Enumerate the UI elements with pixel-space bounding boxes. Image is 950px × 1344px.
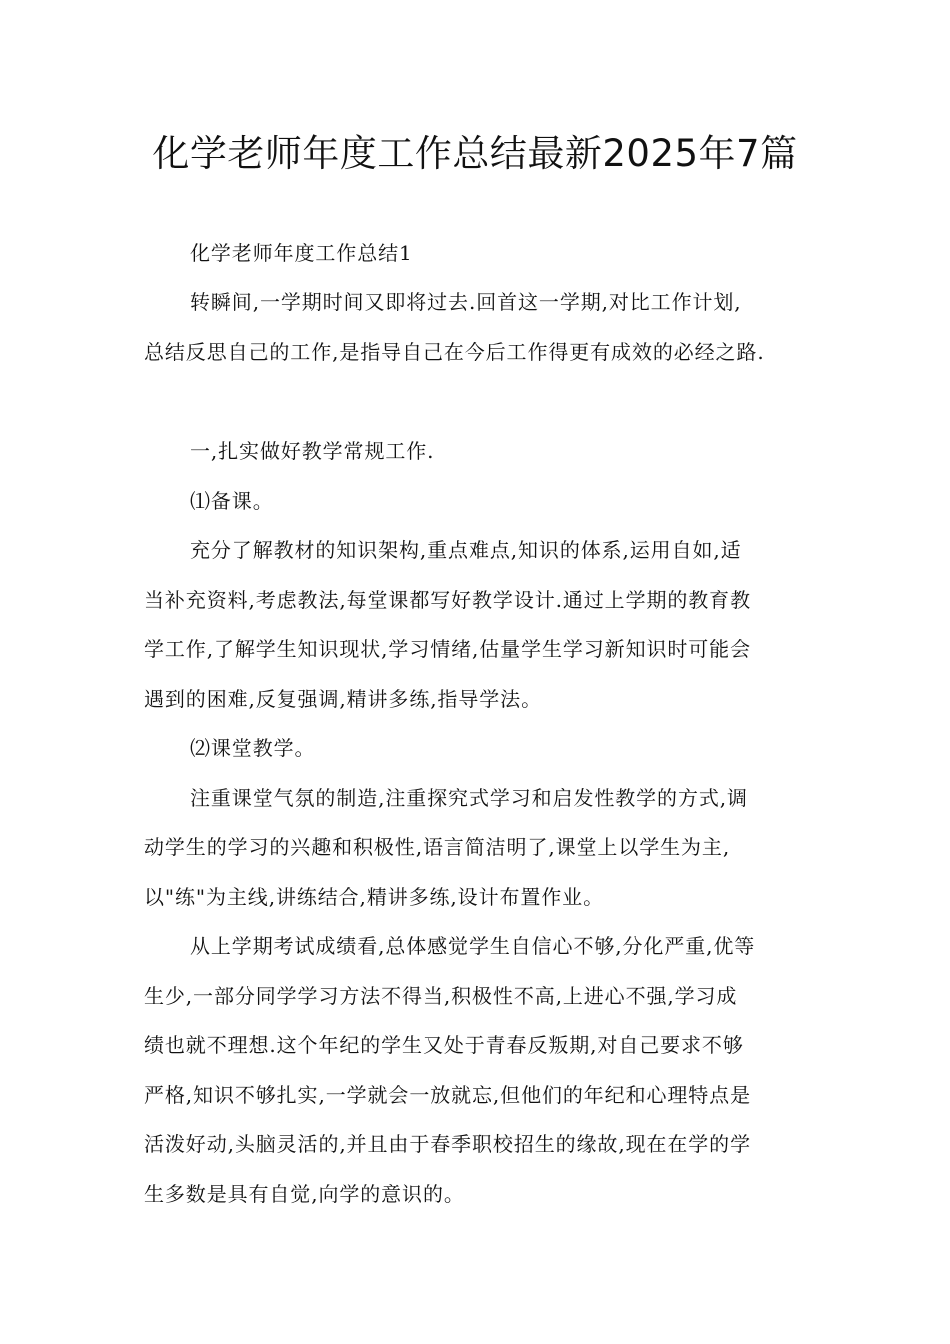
paragraph-line: 生少,一部分同学学习方法不得当,积极性不高,上进心不强,学习成 [144, 984, 738, 1008]
paragraph-line: 转瞬间,一学期时间又即将过去.回首这一学期,对比工作计划, [190, 290, 742, 314]
paragraph-line: 从上学期考试成绩看,总体感觉学生自信心不够,分化严重,优等 [190, 934, 756, 958]
subheading: 一,扎实做好教学常规工作. [190, 439, 435, 463]
section-heading: 化学老师年度工作总结1 [190, 241, 413, 265]
document-title: 化学老师年度工作总结最新2025年7篇 [152, 132, 798, 175]
paragraph-line: 生多数是具有自觉,向学的意识的。 [144, 1182, 465, 1206]
paragraph-line: 当补充资料,考虑教法,每堂课都写好教学设计.通过上学期的教育教 [144, 588, 751, 612]
paragraph-line: 以"练"为主线,讲练结合,精讲多练,设计布置作业。 [144, 885, 604, 909]
paragraph-line: 学工作,了解学生知识现状,学习情绪,估量学生学习新知识时可能会 [144, 637, 751, 661]
paragraph-line: 充分了解教材的知识架构,重点难点,知识的体系,运用自如,适 [190, 538, 742, 562]
paragraph-line: 动学生的学习的兴趣和积极性,语言简洁明了,课堂上以学生为主, [144, 835, 731, 859]
paragraph-line: 遇到的困难,反复强调,精讲多练,指导学法。 [144, 687, 542, 711]
paragraph-line: 活泼好动,头脑灵活的,并且由于春季职校招生的缘故,现在在学的学 [144, 1132, 751, 1156]
paragraph-line: 注重课堂气氛的制造,注重探究式学习和启发性教学的方式,调 [190, 786, 748, 810]
paragraph-line: 绩也就不理想.这个年纪的学生又处于青春反叛期,对自己要求不够 [144, 1033, 744, 1057]
subheading: ⑵课堂教学。 [190, 736, 316, 760]
paragraph-line: 严格,知识不够扎实,一学就会一放就忘,但他们的年纪和心理特点是 [144, 1083, 751, 1107]
subheading: ⑴备课。 [190, 489, 274, 513]
paragraph-line: 总结反思自己的工作,是指导自己在今后工作得更有成效的必经之路. [144, 340, 765, 364]
